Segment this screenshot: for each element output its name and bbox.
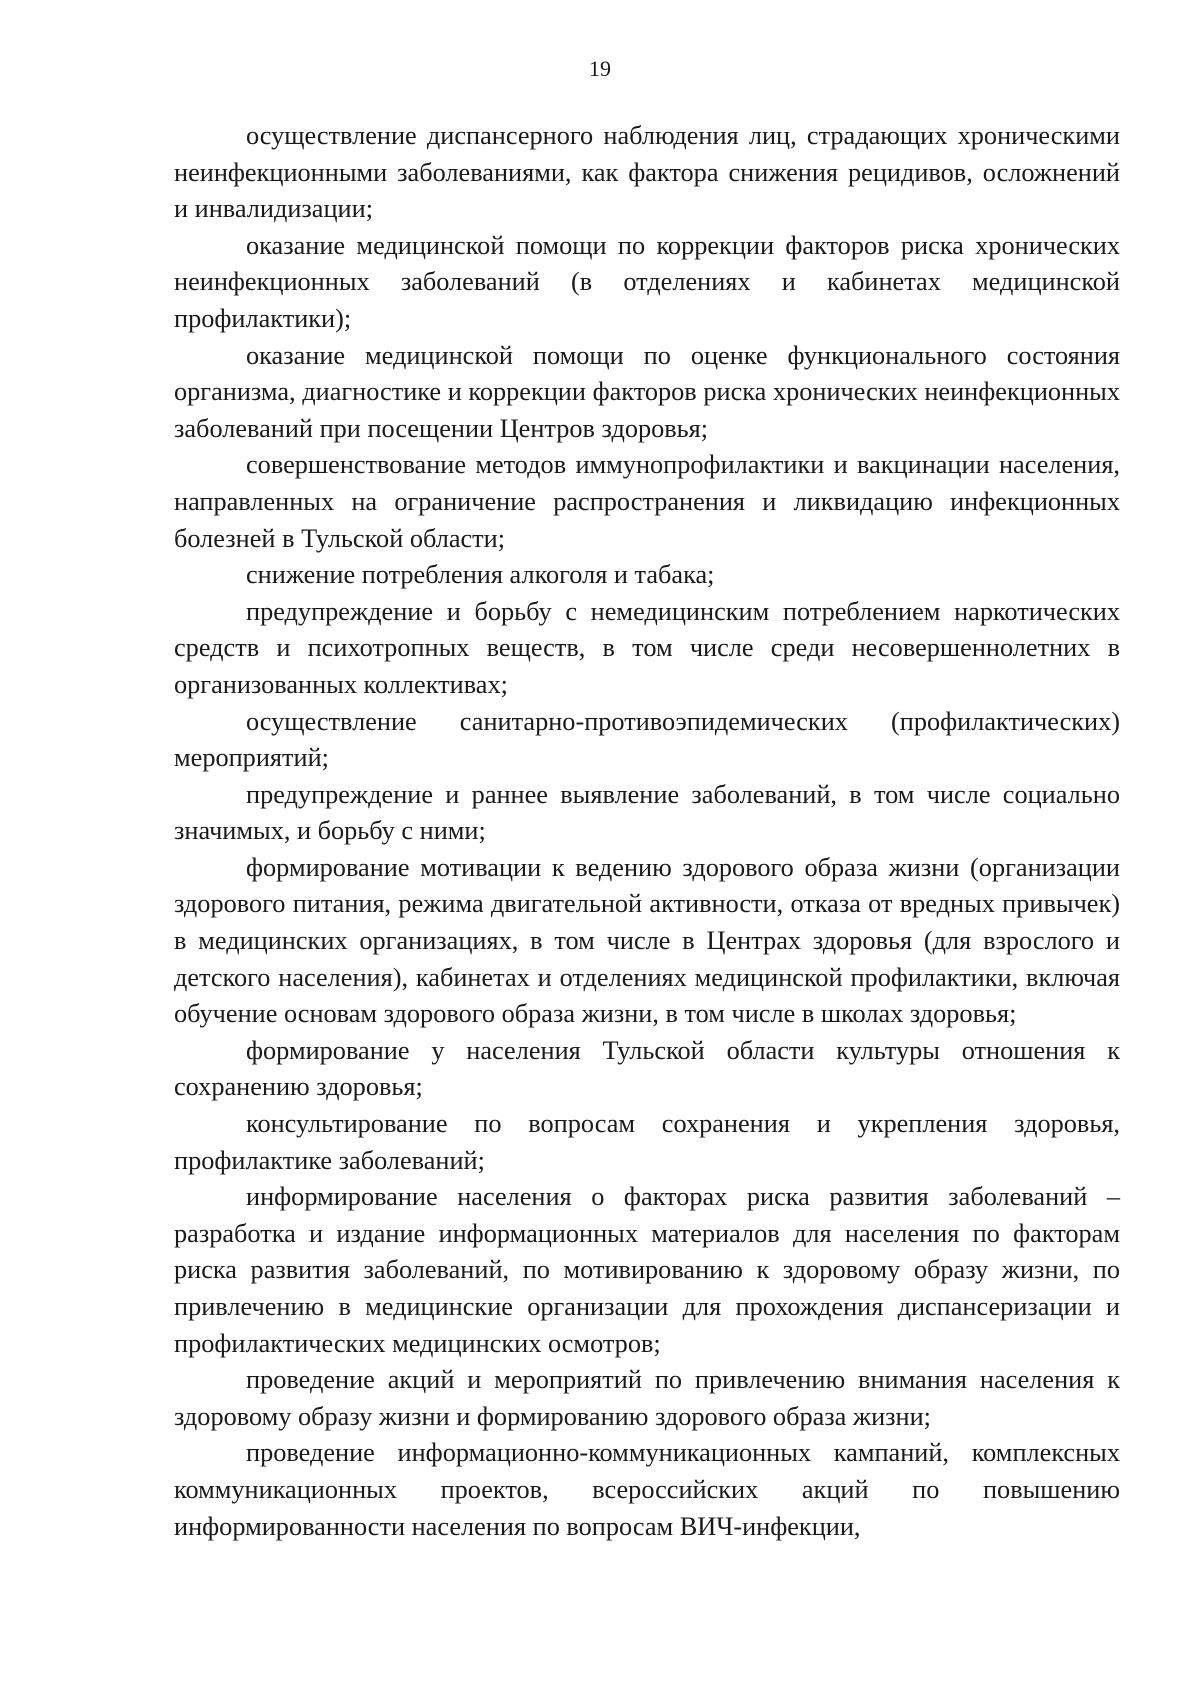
paragraph: формирование мотивации к ведению здорового образа жизни (организации здорового питания, режима двигательной активности, отказа от вредных привычек) в медицинских организациях, в том числе в Центрах здоровья (для взрослого и детского населения), кабинетах и отделениях медицинской профилактики, включая обучение основам здорового образа жизни, в том числе в школах здоровья; [174, 852, 1120, 1029]
paragraph: консультирование по вопросам сохранения и укрепления здоровья, профилактике заболеваний; [174, 1109, 1120, 1175]
paragraph: проведение информационно-коммуникационных кампаний, комплексных коммуникационных проектов, всероссийских акций по повышению информированности населения по вопросам ВИЧ-инфекции, [174, 1438, 1120, 1541]
paragraph: совершенствование методов иммунопрофилактики и вакцинации населения, направленных на ограничение распространения и ликвидацию инфекционных болезней в Тульской области; [174, 450, 1120, 553]
paragraph: оказание медицинской помощи по оценке функционального состояния организма, диагностике и коррекции факторов риска хронических неинфекционных заболеваний при посещении Центров здоровья; [174, 340, 1120, 443]
paragraph: формирование у населения Тульской области культуры отношения к сохранению здоровья; [174, 1035, 1120, 1102]
page-number: 19 [589, 56, 611, 81]
paragraph: проведение акций и мероприятий по привлечению внимания населения к здоровому образу жизни и формированию здорового образа жизни; [174, 1365, 1120, 1431]
paragraph: снижение потребления алкоголя и табака; [246, 560, 715, 590]
paragraph: осуществление санитарно-противоэпидемических (профилактических) мероприятий; [174, 706, 1120, 773]
paragraph: предупреждение и раннее выявление заболеваний, в том числе социально значимых, и борьбу с ними; [174, 779, 1120, 846]
paragraph: информирование населения о факторах риска развития заболеваний – разработка и издание информационных материалов для населения по факторам риска развития заболеваний, по мотивированию к здоровому образу жизни, по привлечению в медицинские организации для прохождения диспансеризации и профилактических медицинских осмотров; [174, 1182, 1120, 1358]
paragraph: оказание медицинской помощи по коррекции факторов риска хронических неинфекционных заболеваний (в отделениях и кабинетах медицинской профилактики); [174, 230, 1120, 333]
document-body [174, 118, 1120, 1545]
paragraph: предупреждение и борьбу с немедицинским потреблением наркотических средств и психотропных веществ, в том числе среди несовершеннолетних в организованных коллективах; [174, 596, 1120, 699]
paragraph: осуществление диспансерного наблюдения лиц, страдающих хроническими неинфекционными заболеваниями, как фактора снижения рецидивов, осложнений и инвалидизации; [174, 121, 1120, 224]
